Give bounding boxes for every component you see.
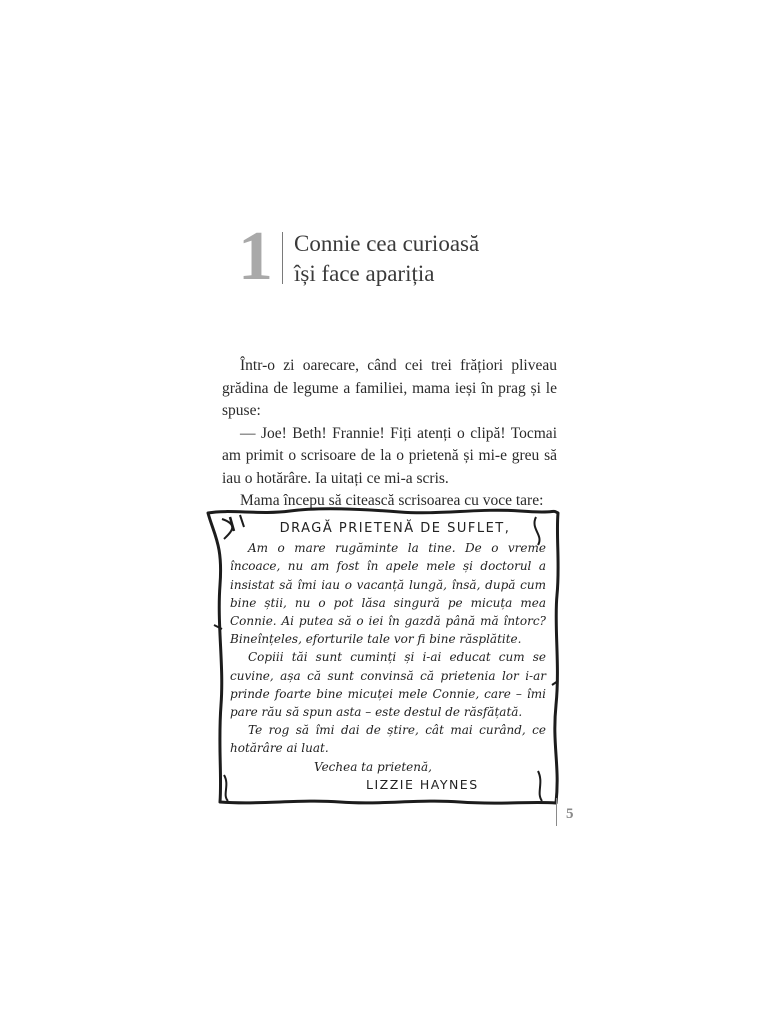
paragraph-1: Într-o zi oarecare, când cei trei frățiori pliveau grădina de legume a familiei, mama ieși în prag și le spuse:: [222, 357, 557, 419]
letter-content: [230, 520, 546, 794]
letter-closing: Vechea ta prietenă,: [314, 759, 432, 774]
chapter-title: [294, 229, 479, 289]
body-text: [222, 355, 557, 513]
chapter-title-line-2: își face apariția: [294, 261, 435, 286]
letter-paragraph-3: Te rog să îmi dai de știre, cât mai curând, ce hotărâre ai luat.: [230, 723, 546, 756]
page-number-divider: [556, 798, 557, 826]
paragraph-3: Mama începu să citească scrisoarea cu voce tare:: [240, 492, 544, 509]
letter-paragraph-2: Copiii tăi sunt cuminți și i-ai educat cum se cuvine, așa că sunt convinsă că prietenia lor i-ar prinde foarte bine micuței mele Connie, care – îmi pare rău să spun asta – este destul de răsfățată.: [230, 650, 546, 720]
letter-heading: DRAGĂ PRIETENĂ DE SUFLET,: [279, 521, 511, 536]
chapter-divider: [282, 232, 283, 284]
paragraph-2: — Joe! Beth! Frannie! Fiți atenți o clipă! Tocmai am primit o scrisoare de la o prietenă și mi-e greu să iau o hotărâre. Ia uitați ce mi-a scris.: [222, 424, 557, 487]
chapter-number: 1: [238, 218, 273, 295]
letter-paragraph-1: Am o mare rugăminte la tine. De o vreme încoace, nu am fost în apele mele și doctorul a insistat să îmi iau o vacanță lungă, însă, după cum bine știi, nu o pot lăsa singură pe micuța mea Connie. Ai putea să o iei în gazdă până mă întorc? Bineînțeles, eforturile tale vor fi bine răsplătite.: [230, 541, 546, 647]
letter-signature: LIZZIE HAYNES: [366, 776, 479, 792]
page-number: 5: [566, 806, 574, 822]
chapter-title-line-1: Connie cea curioasă: [294, 231, 480, 256]
